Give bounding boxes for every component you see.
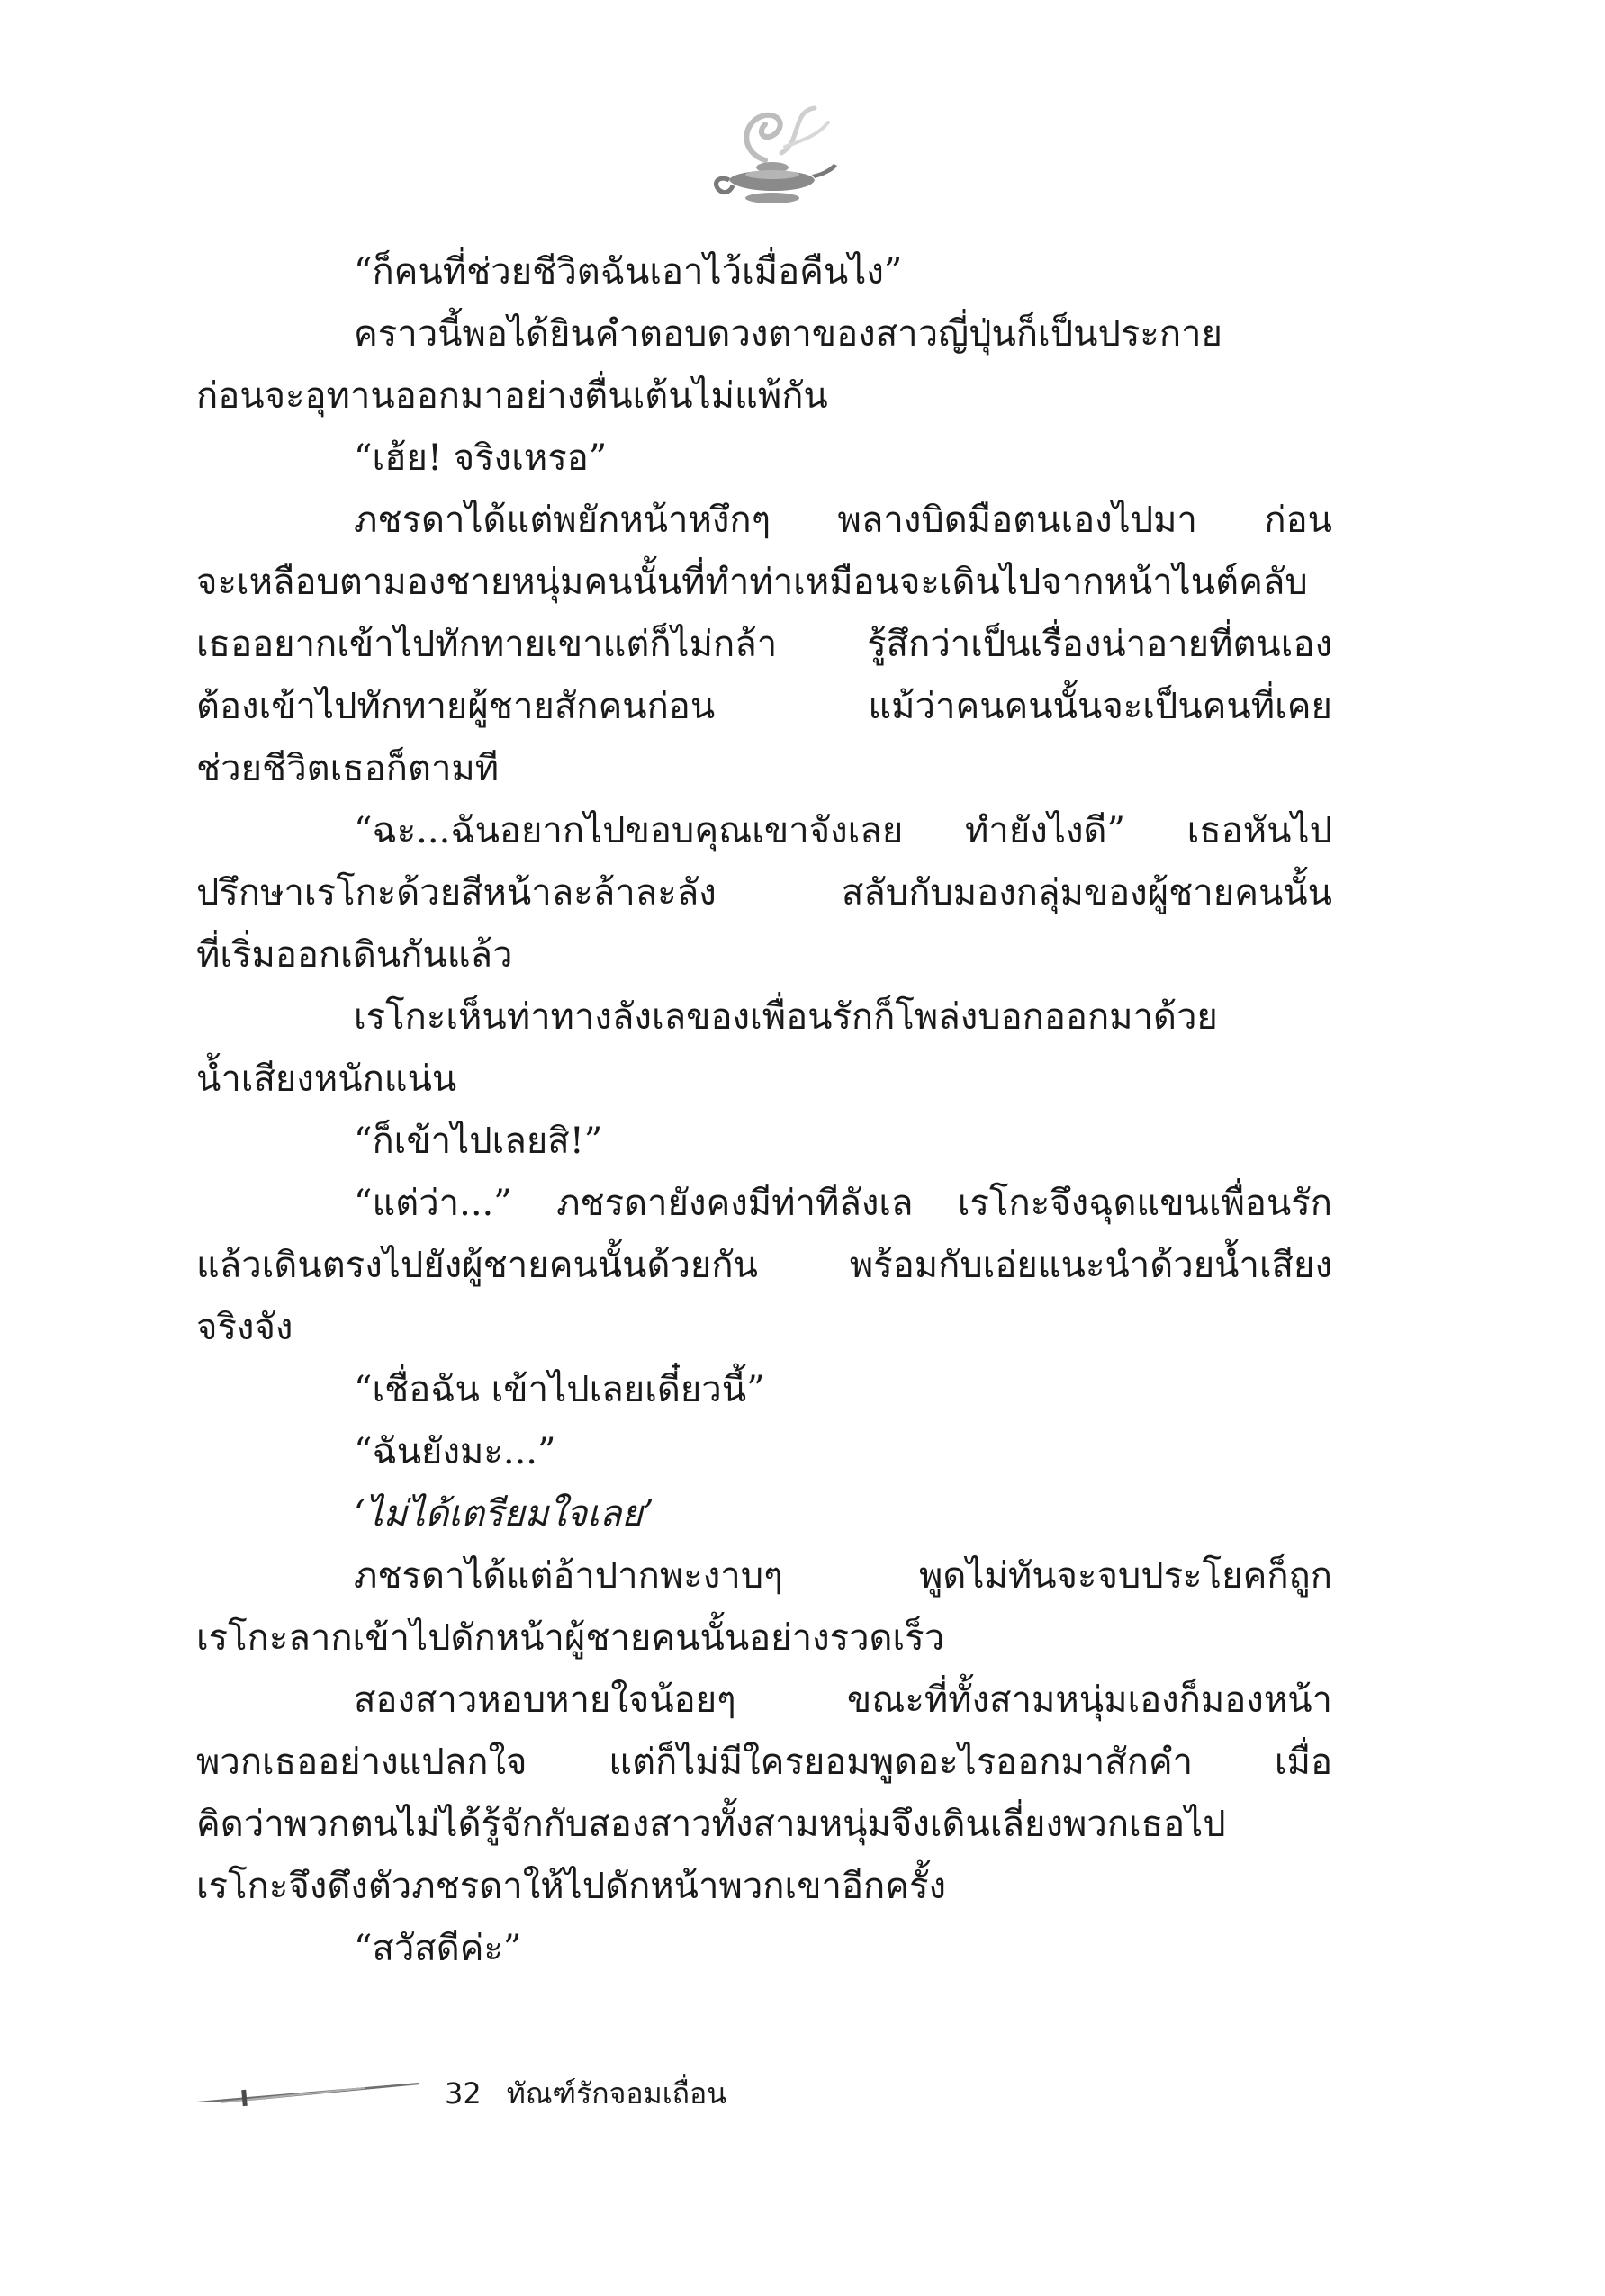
text-line: “ก็คนที่ช่วยชีวิตฉันเอาไว้เมื่อคืนไง” bbox=[354, 251, 903, 293]
text-line: ปรึกษาเรโกะด้วยสีหน้าละล้าละลัง สลับกับมองกลุ่มของผู้ชายคนนั้น bbox=[196, 872, 1332, 914]
text-line: “แต่ว่า...” ภชรดายังคงมีท่าทีลังเล เรโกะจึงฉุดแขนเพื่อนรัก bbox=[354, 1183, 1332, 1224]
page-number: 32 bbox=[445, 2076, 482, 2111]
book-title: ทัณฑ์รักจอมเถื่อน bbox=[506, 2075, 727, 2111]
text-line: “เชื่อฉัน เข้าไปเลยเดี๋ยวนี้” bbox=[354, 1369, 765, 1410]
text-line: ที่เริ่มออกเดินกันแล้ว bbox=[196, 934, 513, 976]
text-line: “ฉะ...ฉันอยากไปขอบคุณเขาจังเลย ทำยังไงดี” เธอหันไป bbox=[354, 810, 1332, 851]
text-line: “สวัสดีค่ะ” bbox=[354, 1928, 522, 1969]
text-line: ต้องเข้าไปทักทายผู้ชายสักคนก่อน แม้ว่าคนคนนั้นจะเป็นคนที่เคย bbox=[196, 686, 1332, 727]
text-line: คราวนี้พอได้ยินคำตอบดวงตาของสาวญี่ปุ่นก็เป็นประกาย bbox=[354, 313, 1222, 355]
text-line: “ฉันยังมะ...” bbox=[354, 1431, 556, 1472]
text-line: เรโกะลากเข้าไปดักหน้าผู้ชายคนนั้นอย่างรวดเร็ว bbox=[196, 1617, 945, 1659]
sword-ornament-icon bbox=[185, 2075, 423, 2111]
text-line: จริงจัง bbox=[196, 1307, 293, 1348]
page-footer bbox=[185, 2066, 815, 2120]
text-line: แล้วเดินตรงไปยังผู้ชายคนนั้นด้วยกัน พร้อมกับเอ่ยแนะนำด้วยน้ำเสียง bbox=[196, 1245, 1332, 1286]
text-line: ภชรดาได้แต่พยักหน้าหงึกๆ พลางบิดมือตนเองไปมา ก่อน bbox=[354, 500, 1332, 541]
text-line: เรโกะเห็นท่าทางลังเลของเพื่อนรักก็โพล่งบอกออกมาด้วย bbox=[354, 996, 1218, 1038]
text-line: ‘ไม่ได้เตรียมใจเลย’ bbox=[354, 1493, 654, 1535]
oil-lamp-icon bbox=[702, 97, 837, 223]
text-line: น้ำเสียงหนักแน่น bbox=[196, 1058, 457, 1100]
text-line: คิดว่าพวกตนไม่ได้รู้จักกับสองสาวทั้งสามหนุ่มจึงเดินเลี่ยงพวกเธอไป bbox=[196, 1804, 1226, 1845]
text-line: พวกเธออย่างแปลกใจ แต่ก็ไม่มีใครยอมพูดอะไรออกมาสักคำ เมื่อ bbox=[196, 1742, 1332, 1783]
text-line: ช่วยชีวิตเธอก็ตามที bbox=[196, 748, 500, 789]
body-text bbox=[196, 241, 1332, 1980]
text-line: จะเหลือบตามองชายหนุ่มคนนั้นที่ทำท่าเหมือนจะเดินไปจากหน้าไนต์คลับ bbox=[196, 562, 1308, 603]
text-line: สองสาวหอบหายใจน้อยๆ ขณะที่ทั้งสามหนุ่มเองก็มองหน้า bbox=[354, 1679, 1332, 1721]
text-line: “ก็เข้าไปเลยสิ!” bbox=[354, 1121, 603, 1162]
text-line: เรโกะจึงดึงตัวภชรดาให้ไปดักหน้าพวกเขาอีกครั้ง bbox=[196, 1866, 947, 1907]
text-line: “เฮ้ย! จริงเหรอ” bbox=[354, 437, 608, 479]
text-line: ก่อนจะอุทานออกมาอย่างตื่นเต้นไม่แพ้กัน bbox=[196, 375, 828, 417]
text-line: ภชรดาได้แต่อ้าปากพะงาบๆ พูดไม่ทันจะจบประโยคก็ถูก bbox=[354, 1555, 1332, 1597]
text-line: เธออยากเข้าไปทักทายเขาแต่ก็ไม่กล้า รู้สึกว่าเป็นเรื่องน่าอายที่ตนเอง bbox=[196, 624, 1332, 665]
